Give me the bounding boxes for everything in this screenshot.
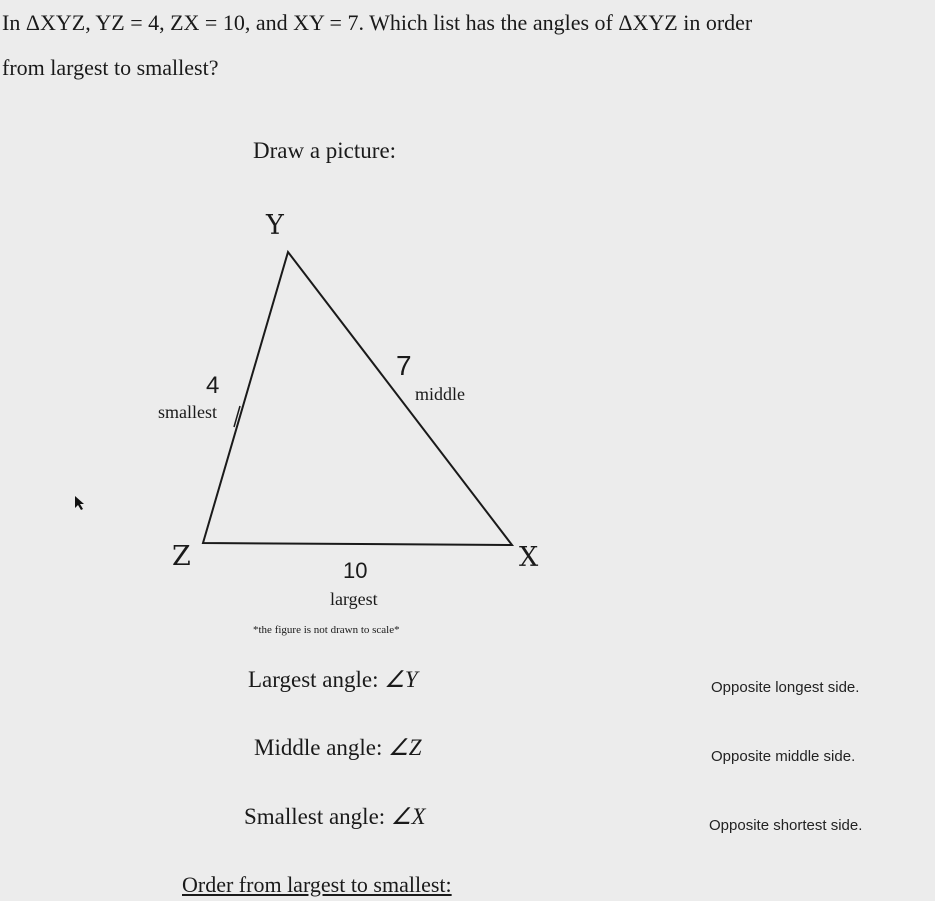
middle-angle-row [254, 735, 422, 761]
side-xy-tag: middle [415, 384, 465, 404]
middle-angle-label: Middle angle: [254, 735, 389, 760]
triangle-outline [203, 252, 512, 545]
question-line-2: from largest to smallest? [2, 55, 219, 80]
side-zx-tag: largest [330, 589, 378, 609]
largest-angle-row [248, 667, 418, 693]
side-yz-tag: smallest [158, 402, 217, 422]
vertex-z-label: Z [172, 541, 191, 572]
mouse-cursor-icon [74, 495, 86, 511]
smallest-angle-label: Smallest angle: [244, 804, 391, 829]
vertex-x-label: X [519, 542, 539, 573]
largest-angle-label: Largest angle: [248, 667, 385, 692]
largest-angle-note: Opposite longest side. [711, 679, 860, 696]
smallest-angle-row [244, 804, 426, 830]
question-line-1: In ΔXYZ, YZ = 4, ZX = 10, and XY = 7. Which list has the angles of ΔXYZ in order [2, 10, 753, 35]
figure-note: *the figure is not drawn to scale* [253, 624, 400, 636]
side-zx-length: 10 [343, 558, 368, 583]
side-xy-length: 7 [396, 350, 412, 381]
middle-angle-note: Opposite middle side. [711, 748, 856, 765]
draw-picture-label: Draw a picture: [253, 138, 397, 163]
largest-angle-value: ∠Y [384, 667, 418, 692]
middle-angle-value: ∠Z [388, 735, 422, 760]
smallest-angle-note: Opposite shortest side. [709, 817, 863, 834]
vertex-y-label: Y [266, 210, 284, 241]
order-label: Order from largest to smallest: [182, 872, 452, 897]
smallest-angle-value: ∠X [390, 804, 426, 829]
side-yz-length: 4 [206, 372, 220, 399]
